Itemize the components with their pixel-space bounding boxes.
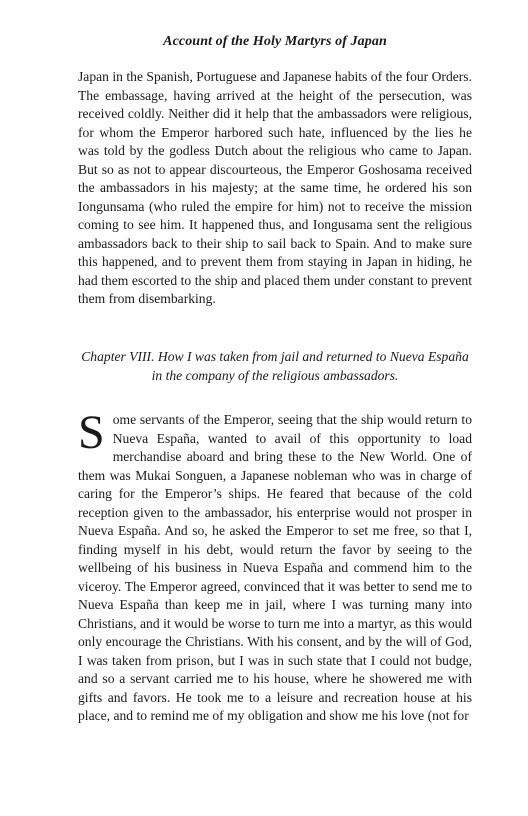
- running-head: Account of the Holy Martyrs of Japan: [163, 34, 387, 49]
- paragraph-2: [78, 406, 472, 726]
- chapter-title: Chapter VIII. How I was taken from jail and returned to Nueva España in the company of the religious ambassadors.: [81, 349, 469, 383]
- paragraph-1: Japan in the Spanish, Portuguese and Japanese habits of the four Orders. The embassage, having arrived at the height of the persecution, was received coldly. Neither did it help that the ambassadors were religious, for whom the Emperor harbored such hate, influenced by the lies he was told by the godless Dutch about the religious who came to Japan. But so as not to appear discourteous, the Emperor Goshosama received the ambassadors in his majesty; at the same time, he ordered his son Iongunsama (who ruled the empire for him) not to receive the mission coming to see him. It happened thus, and Iongusama sent the religious ambassadors back to their ship to sail back to Spain. And to make sure this happened, and to prevent them from staying in Japan in hiding, he had them escorted to the ship and placed them under constant to prevent them from disembarking.: [78, 69, 472, 306]
- drop-cap: S: [78, 406, 105, 459]
- paragraph-2-text: ome servants of the Emperor, seeing that the ship would return to Nueva España, wanted to avail of this opportunity to load merchandise aboard and bring these to the New World. One of them was Mukai Songuen, a Japanese nobleman who was in charge of caring for the Emperor’s ships. He feared that because of the cold reception given to the ambassador, his enterprise would not prosper in Nueva España. And so, he asked the Emperor to set me free, so that I, finding myself in his debt, would return the favor by seeing to the wellbeing of his business in Nueva España and commend him to the viceroy. The Emperor agreed, convinced that it was better to send me to Nueva España than keep me in jail, where I was turning many into Christians, and it would be worse to turn me into a martyr, as this would only encourage the Christians. With his consent, and by the will of God, I was taken from prison, but I was in such state that I could not budge, and so a servant carried me to his house, where he showered me with gifts and favors. He took me to a leisure and recreation house at his place, and to remind me of my obligation and show me his love (not for: [78, 412, 472, 723]
